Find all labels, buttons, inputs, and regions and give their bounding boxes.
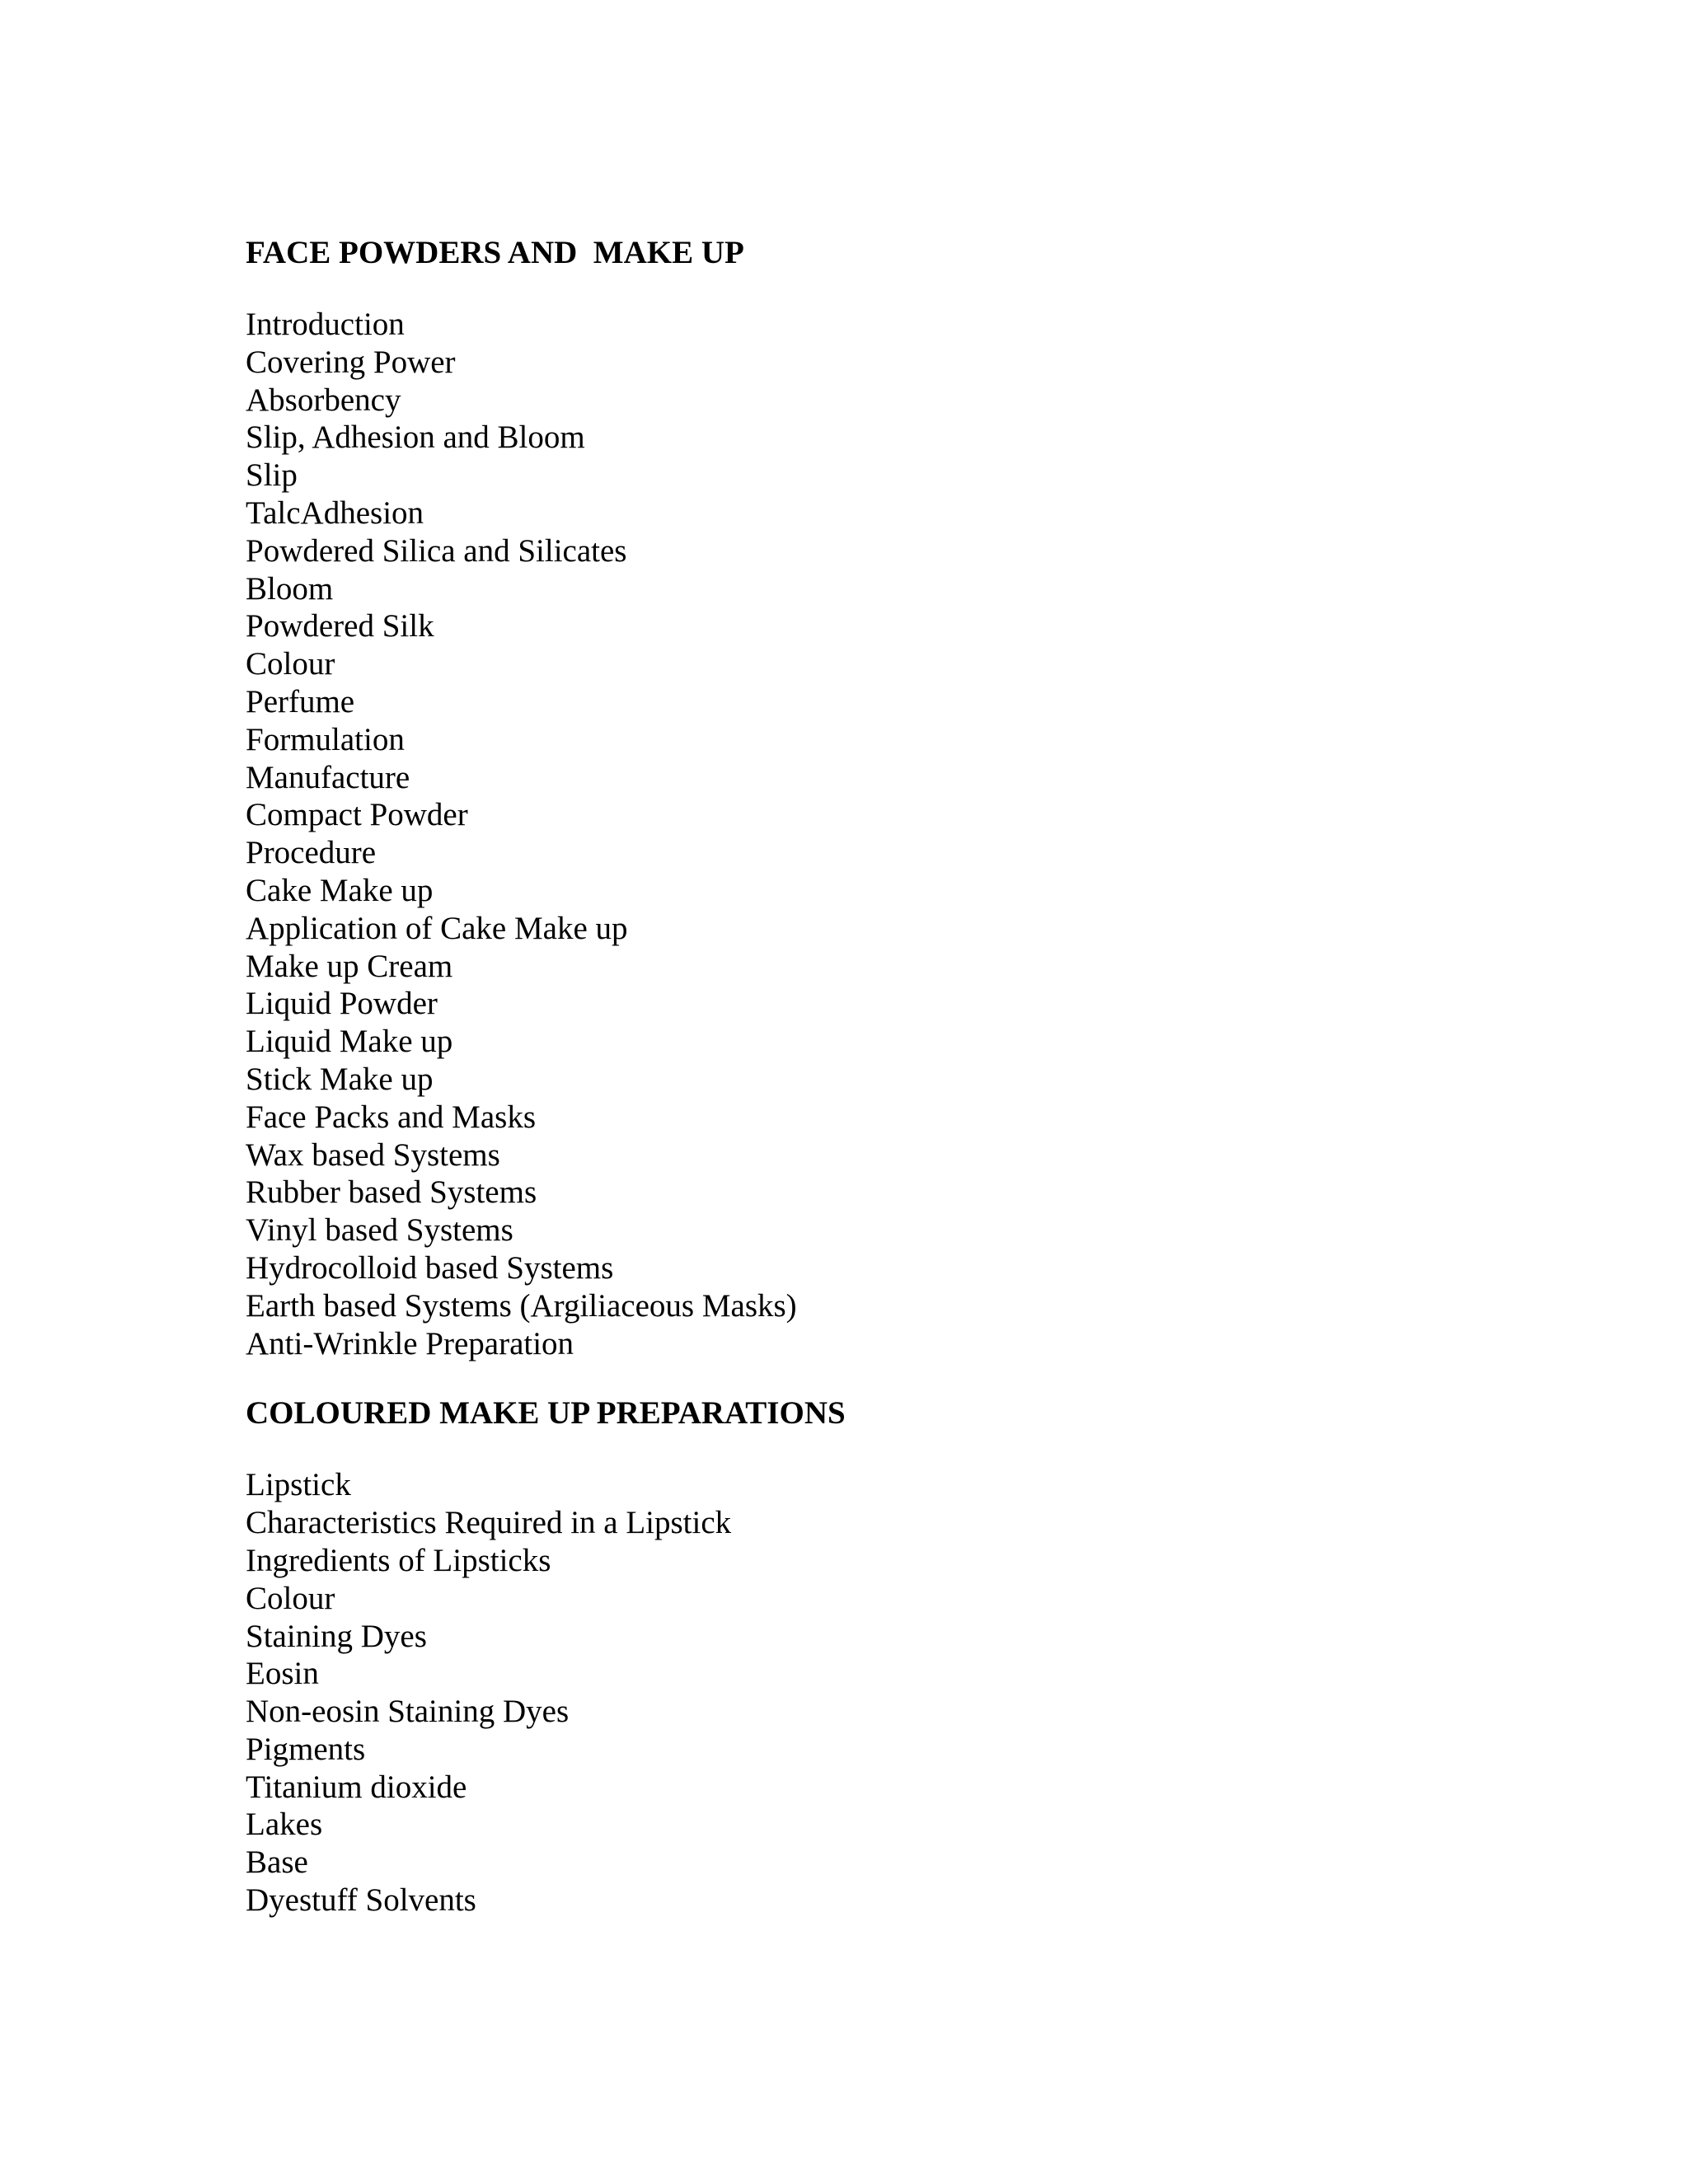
list-item: Formulation (246, 721, 405, 757)
list-item: Rubber based Systems (246, 1174, 537, 1211)
list-item: Compact Powder (246, 797, 468, 833)
list-item: Ingredients of Lipsticks (246, 1542, 551, 1578)
list-item: Procedure (246, 835, 377, 871)
list-item: Wax based Systems (246, 1137, 500, 1173)
list-item: Lakes (246, 1807, 323, 1843)
list-item: Eosin (246, 1656, 319, 1692)
topic-list (246, 1466, 1482, 1919)
list-item: Manufacture (246, 759, 410, 795)
list-item: Earth based Systems (Argiliaceous Masks) (246, 1287, 797, 1324)
list-item: Pigments (246, 1731, 366, 1767)
list-item: Slip (246, 457, 298, 494)
table-of-contents (246, 231, 1482, 1919)
list-item: TalcAdhesion (246, 494, 424, 531)
list-item: Powdered Silica and Silicates (246, 532, 627, 569)
list-item: Titanium dioxide (246, 1769, 467, 1805)
list-item: Bloom (246, 570, 334, 607)
list-item: Application of Cake Make up (246, 910, 628, 946)
list-item: Hydrocolloid based Systems (246, 1249, 614, 1286)
list-item: Slip, Adhesion and Bloom (246, 419, 585, 456)
list-item: Stick Make up (246, 1061, 434, 1097)
section-heading: FACE POWDERS AND MAKE UP (246, 235, 744, 270)
list-item: Base (246, 1844, 308, 1881)
section-coloured-make-up (246, 1391, 1482, 1919)
list-item: Make up Cream (246, 948, 453, 984)
topic-list (246, 306, 1482, 1362)
list-item: Face Packs and Masks (246, 1099, 537, 1135)
list-item: Colour (246, 646, 335, 682)
list-item: Characteristics Required in a Lipstick (246, 1505, 732, 1541)
list-item: Liquid Powder (246, 986, 438, 1022)
section-heading: COLOURED MAKE UP PREPARATIONS (246, 1395, 846, 1432)
list-item: Powdered Silk (246, 608, 434, 644)
list-item: Perfume (246, 683, 355, 719)
list-item: Colour (246, 1580, 335, 1616)
list-item: Absorbency (246, 382, 401, 418)
list-item: Covering Power (246, 344, 456, 380)
list-item: Staining Dyes (246, 1618, 427, 1654)
list-item: Non-eosin Staining Dyes (246, 1694, 570, 1730)
section-face-powders (246, 231, 1482, 1362)
list-item: Anti-Wrinkle Preparation (246, 1325, 574, 1361)
list-item: Lipstick (246, 1467, 351, 1503)
list-item: Liquid Make up (246, 1024, 453, 1060)
list-item: Dyestuff Solvents (246, 1882, 476, 1919)
list-item: Introduction (246, 307, 405, 342)
list-item: Vinyl based Systems (246, 1212, 513, 1249)
list-item: Cake Make up (246, 872, 434, 908)
